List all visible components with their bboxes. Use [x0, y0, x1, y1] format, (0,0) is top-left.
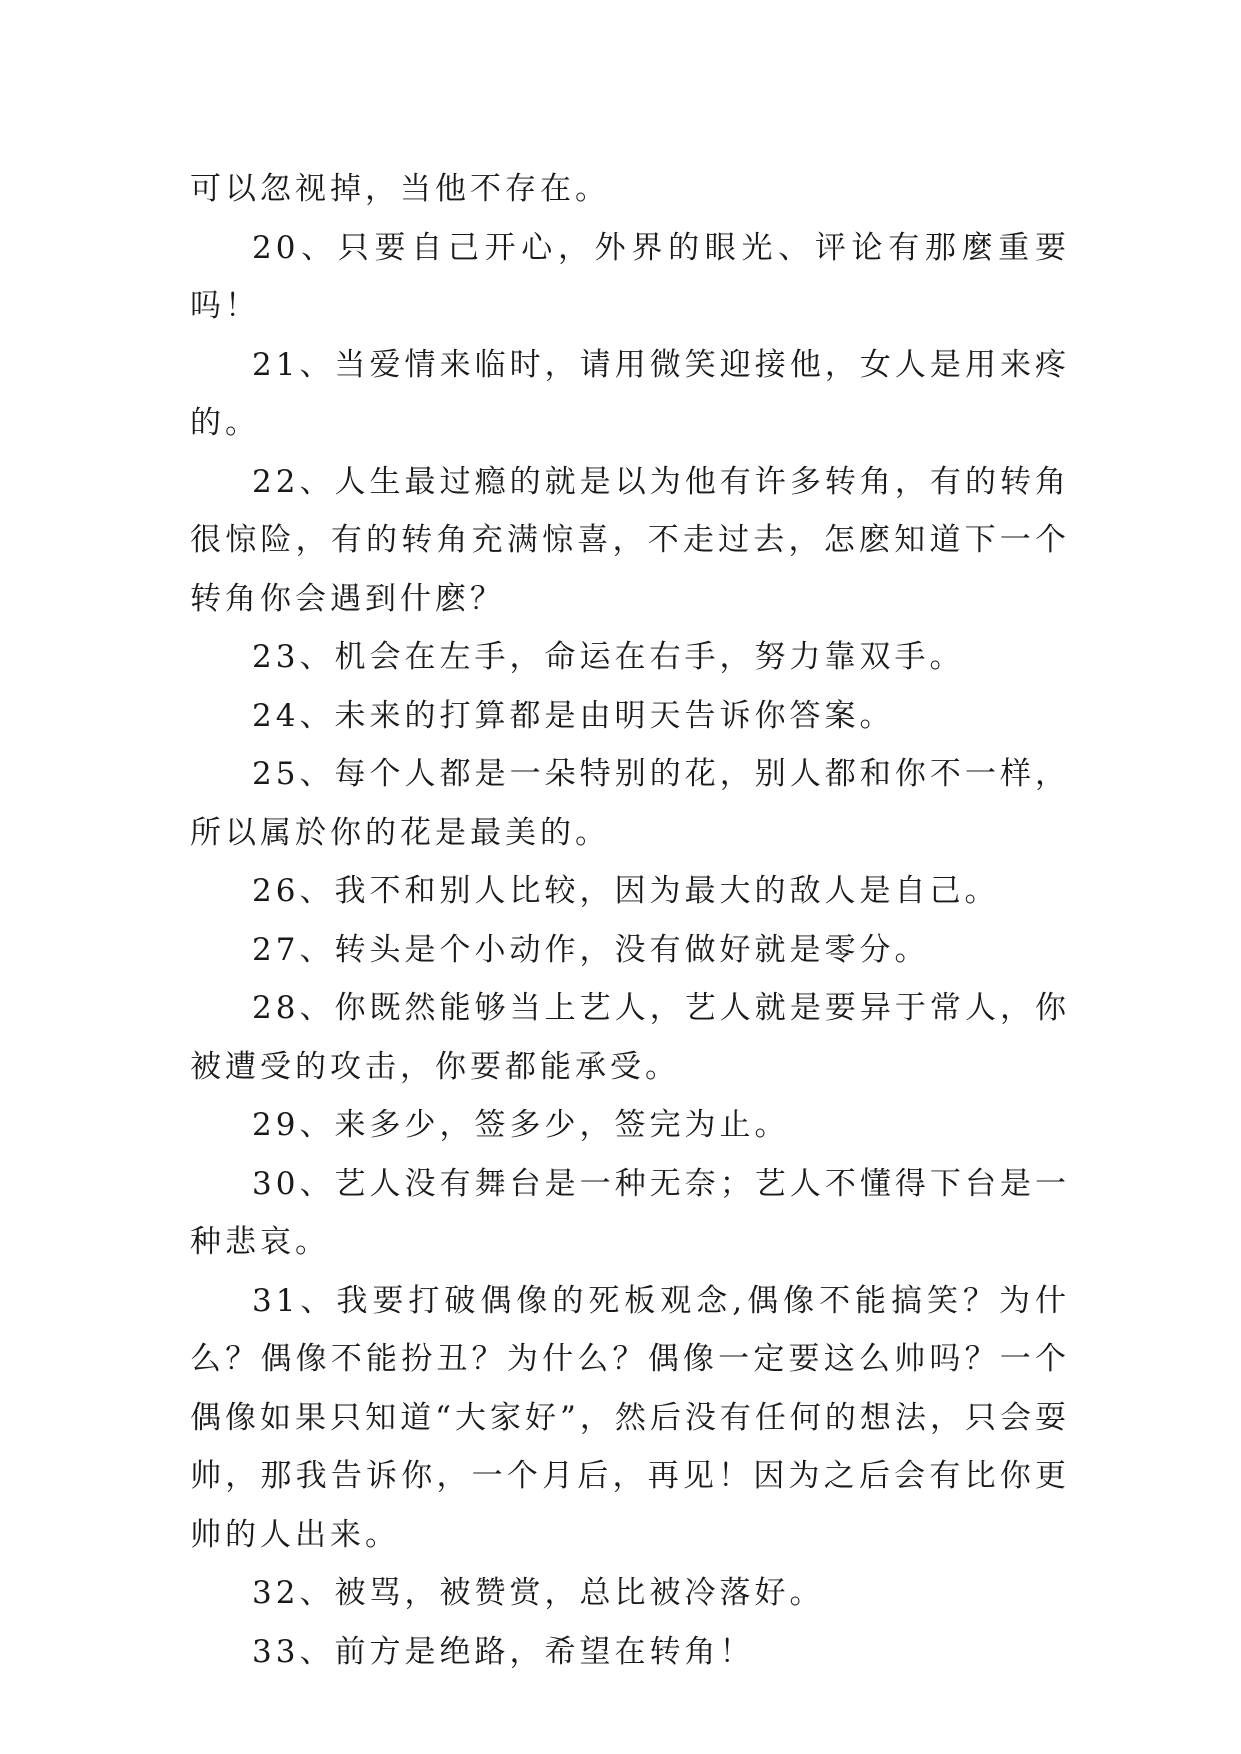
quote-paragraph-20: 20、只要自己开心，外界的眼光、评论有那麼重要吗！	[190, 229, 1070, 324]
quote-paragraph-25: 25、每个人都是一朵特别的花，别人都和你不一样，所以属於你的花是最美的。	[190, 756, 1070, 851]
quote-paragraph-27: 27、转头是个小动作，没有做好就是零分。	[252, 931, 930, 968]
paragraph-continuation: 可以忽视掉，当他不存在。	[190, 171, 610, 207]
quote-paragraph-33: 33、前方是绝路，希望在转角！	[252, 1633, 755, 1670]
quote-paragraph-23: 23、机会在左手，命运在右手，努力靠双手。	[252, 639, 965, 675]
quote-paragraph-31: 31、我要打破偶像的死板观念,偶像不能搞笑？为什么？偶像不能扮丑？为什么？偶像一定要这么帅吗？一个偶像如果只知道“大家好”，然后没有任何的想法，只会耍帅，那我告诉你，一个月后，再见！因为之后会有比你更帅的人出来。	[190, 1282, 1070, 1553]
quote-paragraph-28: 28、你既然能够当上艺人，艺人就是要异于常人，你被遭受的攻击，你要都能承受。	[190, 990, 1070, 1085]
quote-paragraph-22: 22、人生最过瘾的就是以为他有许多转角，有的转角很惊险，有的转角充满惊喜，不走过去，怎麽知道下一个转角你会遇到什麽？	[190, 463, 1070, 617]
quote-paragraph-29: 29、来多少，签多少，签完为止。	[252, 1107, 790, 1143]
quote-paragraph-24: 24、未来的打算都是由明天告诉你答案。	[252, 697, 895, 734]
quote-paragraph-30: 30、艺人没有舞台是一种无奈；艺人不懂得下台是一种悲哀。	[190, 1165, 1070, 1260]
quote-paragraph-21: 21、当爱情来临时，请用微笑迎接他，女人是用来疼的。	[190, 346, 1070, 441]
quote-paragraph-26: 26、我不和别人比较，因为最大的敌人是自己。	[252, 873, 1000, 909]
document-body	[190, 160, 1070, 1681]
quote-paragraph-32: 32、被骂，被赞赏，总比被冷落好。	[252, 1575, 825, 1611]
